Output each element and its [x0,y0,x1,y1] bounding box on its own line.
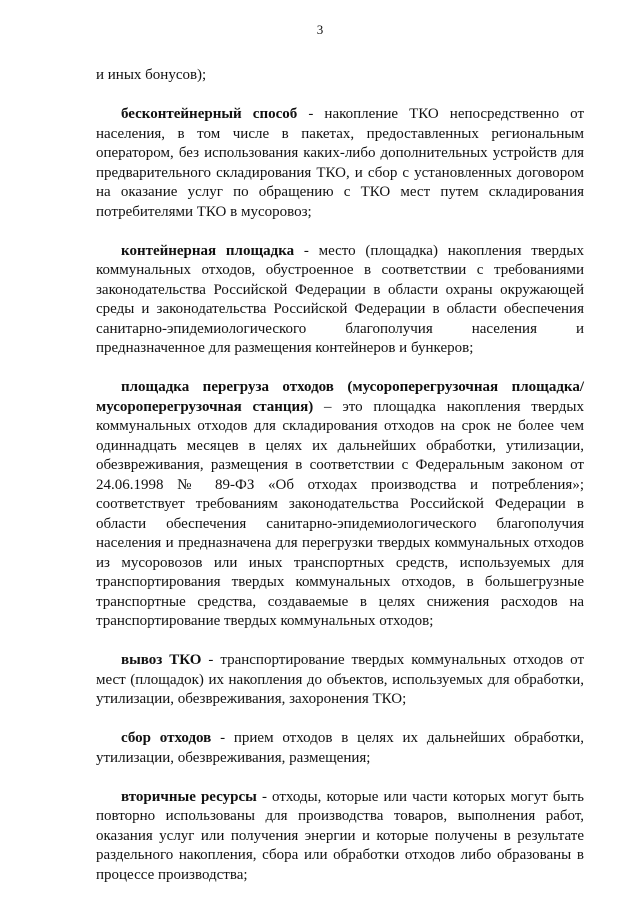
definition-waste-collection [96,729,584,768]
definition-term: площадка перегруза отходов (мусороперегрузочная площадка/мусороперегрузочная станция) [96,379,584,415]
definition-container-site [96,242,584,359]
definition-term: контейнерная площадка [121,242,295,259]
definition-term: сбор отходов [121,730,212,746]
definition-text: - отходы, которые или части которых могут быть повторно использованы для производства товаров, выполнения работ, оказания услуг или получения энергии и которые получены в результате раздельного накопления, сбора или обработки отходов либо образованы в процессе производства; [96,788,584,883]
page-number: 3 [316,22,324,37]
definition-text: - прием отходов в целях их дальнейших обработки, утилизации, обезвреживания, размещения; [96,730,584,766]
paragraph-text: и иных бонусов); [96,67,207,83]
definition-term: вывоз ТКО [121,652,202,668]
document-body [96,66,584,905]
definition-term: бесконтейнерный способ [121,106,298,122]
definition-text: – это площадка накопления твердых коммунальных отходов для складирования отходов на срок не более чем одиннадцать месяцев в целях их дальнейших обработки, утилизации, обезвреживания, размещения в соответствии с Федеральным законом от 24.06.1998 № 89-ФЗ «Об отходах производства и потребления»; соответствует требованиям законодательства Российской Федерации в области обеспечения санитарно-эпидемиологического благополучия населения и предназначена для перегрузки твердых коммунальных отходов из мусоровозов или иных транспортных средств, используемых для транспортирования твердых коммунальных отходов, в большегрузные транспортные средства, создаваемые в целях снижения расходов на транспортирование твердых коммунальных отходов; [96,398,585,629]
definition-secondary-resources [96,788,584,886]
definition-text: - место (площадка) накопления твердых коммунальных отходов, обустроенное в соответствии с требованиями законодательства Российской Федерации в области охраны окружающей среды и законодательства Российской Федерации в области обеспечения санитарно-эпидемиологического благополучия населения и предназначенное для размещения контейнеров и бункеров; [96,242,584,356]
definition-text: - транспортирование твердых коммунальных отходов от мест (площадок) их накопления до объектов, используемых для обработки, утилизации, обезвреживания, захоронения ТКО; [96,652,584,707]
definition-term: вторичные ресурсы [121,788,257,805]
paragraph-continuation [96,66,584,86]
definition-contactless-method [96,105,584,222]
definition-text: - накопление ТКО непосредственно от населения, в том числе в пакетах, предоставленных региональным оператором, без использования каких-либо дополнительных устройств для предварительного складирования ТКО, и сбор с установленных договором на оказание услуг по обращению с ТКО мест путем складирования потребителями ТКО в мусоровоз; [96,106,585,220]
definition-transfer-site [96,378,584,632]
definition-waste-removal [96,651,584,710]
